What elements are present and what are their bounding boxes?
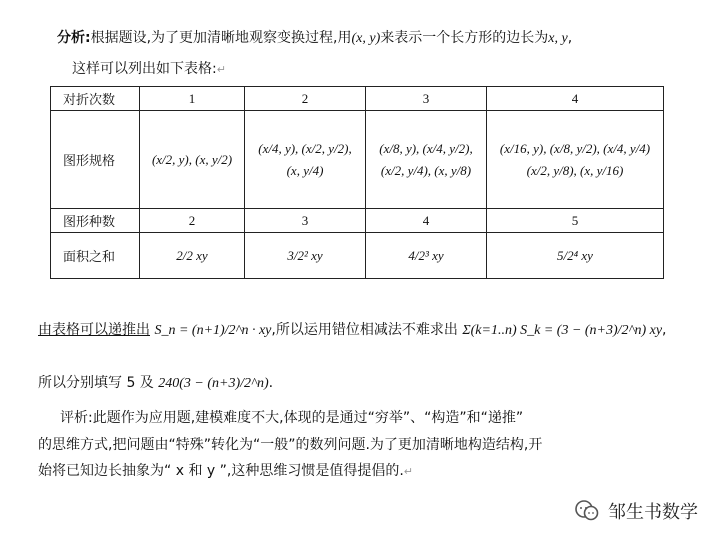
folding-table xyxy=(50,86,664,279)
fill-line xyxy=(38,374,273,393)
table-cell: 5/2⁴ xy xyxy=(487,233,664,279)
table-cell: 4 xyxy=(487,87,664,111)
table-cell: (x/2, y), (x, y/2) xyxy=(140,111,245,209)
comment-text-1: 评析:此题作为应用题,建模难度不大,体现的是通过“穷举”、“构造”和“递推” xyxy=(60,410,524,426)
table-cell: 3/2² xy xyxy=(245,233,366,279)
watermark-text: 邹生书数学 xyxy=(608,502,698,523)
derive-text-3: , xyxy=(662,322,667,338)
table-cell: 4/2³ xy xyxy=(366,233,487,279)
comment-text-2: 的思维方式,把问题由“特殊”转化为“一般”的数列问题.为了更加清晰地构造结构,开 xyxy=(38,437,543,453)
comment-text-3: 始将已知边长抽象为“ x 和 y ”,这种思维习惯是值得提倡的. xyxy=(38,463,404,479)
analysis-xy: x, y xyxy=(548,31,568,46)
row-header: 面积之和 xyxy=(51,233,140,279)
comment-line-2 xyxy=(38,436,542,454)
wechat-icon xyxy=(574,498,600,524)
table-row-folds xyxy=(51,87,664,111)
table-cell: (x/8, y), (x/4, y/2), (x/2, y/4), (x, y/8) xyxy=(366,111,487,209)
paragraph-mark-icon: ↵ xyxy=(216,63,226,76)
analysis-text-1c: , xyxy=(567,30,573,46)
table-cell: 3 xyxy=(366,87,487,111)
table-cell: 3 xyxy=(245,209,366,233)
fill-text: 所以分别填写 5 及 xyxy=(38,375,154,391)
formula-sn: S_n = (n+1)/2^n · xy xyxy=(154,323,272,338)
comment-line-3 xyxy=(38,462,413,481)
derivation-line xyxy=(38,321,667,340)
analysis-line-2 xyxy=(72,60,226,79)
derive-text-1: 由表格可以递推出 xyxy=(38,322,150,338)
table-cell: 2 xyxy=(140,209,245,233)
fill-formula: 240(3 − (n+3)/2^n) xyxy=(158,376,269,391)
table-cell: (x/4, y), (x/2, y/2), (x, y/4) xyxy=(245,111,366,209)
comment-line-1 xyxy=(60,409,523,427)
table-cell: 5 xyxy=(487,209,664,233)
fill-end: . xyxy=(268,375,274,391)
analysis-text-2: 这样可以列出如下表格: xyxy=(72,61,217,77)
table-row-kinds xyxy=(51,209,664,233)
derive-text-2: ,所以运用错位相减法不难求出 xyxy=(271,322,458,338)
analysis-label: 分析: xyxy=(57,30,91,46)
row-header: 图形规格 xyxy=(51,111,140,209)
table-cell: 2/2 xy xyxy=(140,233,245,279)
table-row-area xyxy=(51,233,664,279)
formula-sum: Σ(k=1..n) S_k = (3 − (n+3)/2^n) xy xyxy=(462,323,663,338)
row-header: 图形种数 xyxy=(51,209,140,233)
table-cell: 1 xyxy=(140,87,245,111)
table-cell: (x/16, y), (x/8, y/2), (x/4, y/4) (x/2, y/8), (x, y/16) xyxy=(487,111,664,209)
paragraph-mark-icon: ↵ xyxy=(403,465,413,478)
table-cell: 4 xyxy=(366,209,487,233)
table-row-shapes xyxy=(51,111,664,209)
analysis-text-1b: 来表示一个长方形的边长为 xyxy=(380,30,549,46)
analysis-var-pair: (x, y) xyxy=(351,31,381,46)
analysis-line-1 xyxy=(57,29,572,48)
analysis-text-1: 根据题设,为了更加清晰地观察变换过程,用 xyxy=(90,30,352,46)
table-cell: 2 xyxy=(245,87,366,111)
row-header: 对折次数 xyxy=(51,87,140,111)
watermark xyxy=(574,498,698,524)
